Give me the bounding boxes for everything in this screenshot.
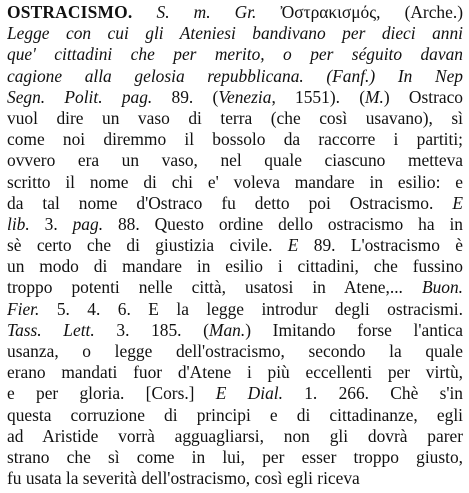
italic-text-segment: Legge con cui gli Ateniesi bandivano per dieci anni xyxy=(7,23,463,44)
italic-text-segment: E xyxy=(272,235,299,256)
text-line xyxy=(7,129,463,150)
text-line xyxy=(7,447,463,468)
text-segment: erano mandati fuor d'Atene i più eccellenti per virtù, xyxy=(7,362,463,383)
text-line xyxy=(7,44,463,65)
text-segment xyxy=(132,2,156,22)
italic-text-segment: Fier. xyxy=(7,298,40,319)
italic-text-segment: pag. xyxy=(72,213,104,234)
text-segment: 89. ( xyxy=(152,86,219,107)
text-segment: 1. 266. Chè s'in xyxy=(282,383,463,404)
text-line xyxy=(7,362,463,383)
text-line xyxy=(7,299,463,320)
italic-text-segment: Man. xyxy=(208,319,246,340)
text-segment: ) Ostraco xyxy=(383,86,463,107)
text-segment: 3. xyxy=(29,213,73,234)
text-segment: da tal nome d'Ostraco fu detto poi Ostracismo. xyxy=(7,192,434,213)
text-segment: questa corruzione di principi e di cittadinanze, egli xyxy=(7,404,463,425)
text-line xyxy=(7,108,463,129)
text-segment: troppo potenti nelle città, usatosi in Atene,... xyxy=(7,277,403,298)
text-segment: ) Imitando forse l'antica xyxy=(245,319,463,340)
text-segment: e per gloria. [Cors.] xyxy=(7,383,195,404)
italic-text-segment: Segn. Polit. pag. xyxy=(7,86,153,107)
text-segment: vuol dire un vaso di terra (che così usavano), sì xyxy=(7,107,463,128)
text-line xyxy=(7,2,463,23)
text-segment: 88. Questo ordine dello ostracismo ha in xyxy=(103,213,463,234)
text-segment: , 1551). ( xyxy=(271,86,366,107)
italic-text-segment: E Dial. xyxy=(194,383,283,404)
text-line xyxy=(7,341,463,362)
text-segment: sè certo che di giustizia civile. xyxy=(7,235,273,256)
text-line xyxy=(7,214,463,235)
text-line xyxy=(7,66,463,87)
text-line xyxy=(7,405,463,426)
italic-text-segment: cagione alla gelosia repubblicana. (Fanf.) xyxy=(7,65,376,86)
italic-text-segment: M. xyxy=(365,86,384,107)
text-segment: strano che sì come in lui, per esser troppo giusto, xyxy=(7,446,463,467)
text-line xyxy=(7,426,463,447)
text-segment: come noi diremmo il bossolo da raccorre i partiti; xyxy=(7,129,463,150)
text-segment: ovvero era un vaso, nel quale ciascuno metteva xyxy=(7,150,463,171)
text-line xyxy=(7,320,463,341)
text-line xyxy=(7,23,463,44)
italic-text-segment: lib. xyxy=(7,213,30,234)
dictionary-entry-ostracismo xyxy=(7,2,463,489)
italic-text-segment: Buon. xyxy=(402,277,463,298)
italic-text-segment: E xyxy=(433,192,463,213)
text-segment: 89. L'ostracismo è xyxy=(298,235,463,256)
text-line xyxy=(7,256,463,277)
text-segment: un modo di mandare in esilio i cittadini, che fussino xyxy=(7,256,463,277)
italic-text-segment: S. m. Gr. xyxy=(156,2,257,22)
italic-text-segment: Tass. Lett. xyxy=(7,319,95,340)
text-segment: Ὀστρακισμός, (Arche.) xyxy=(256,2,463,22)
text-line xyxy=(7,87,463,108)
text-segment xyxy=(375,66,398,86)
text-line xyxy=(7,277,463,298)
text-line xyxy=(7,150,463,171)
text-segment: 3. 185. ( xyxy=(94,319,209,340)
italic-text-segment: In Nep xyxy=(397,65,463,86)
text-line xyxy=(7,468,463,489)
headword: OSTRACISMO. xyxy=(7,2,133,22)
text-segment: scritto il nome di chi e' voleva mandare in esilio: e xyxy=(7,171,463,192)
text-line xyxy=(7,383,463,404)
text-segment: usanza, o legge dell'ostracismo, secondo la quale xyxy=(7,341,463,361)
text-segment: fu usata la severità dell'ostracismo, così egli riceva xyxy=(7,468,360,489)
text-line xyxy=(7,235,463,256)
italic-text-segment: que' cittadini che per merito, o per séguito davan xyxy=(7,44,463,65)
italic-text-segment: Venezia xyxy=(218,86,272,107)
text-line xyxy=(7,193,463,214)
text-segment: ad Aristide vorrà agguagliarsi, non gli dovrà parer xyxy=(7,425,463,446)
text-line xyxy=(7,172,463,193)
text-segment: 5. 4. 6. E la legge introdur degli ostracismi. xyxy=(39,298,463,319)
